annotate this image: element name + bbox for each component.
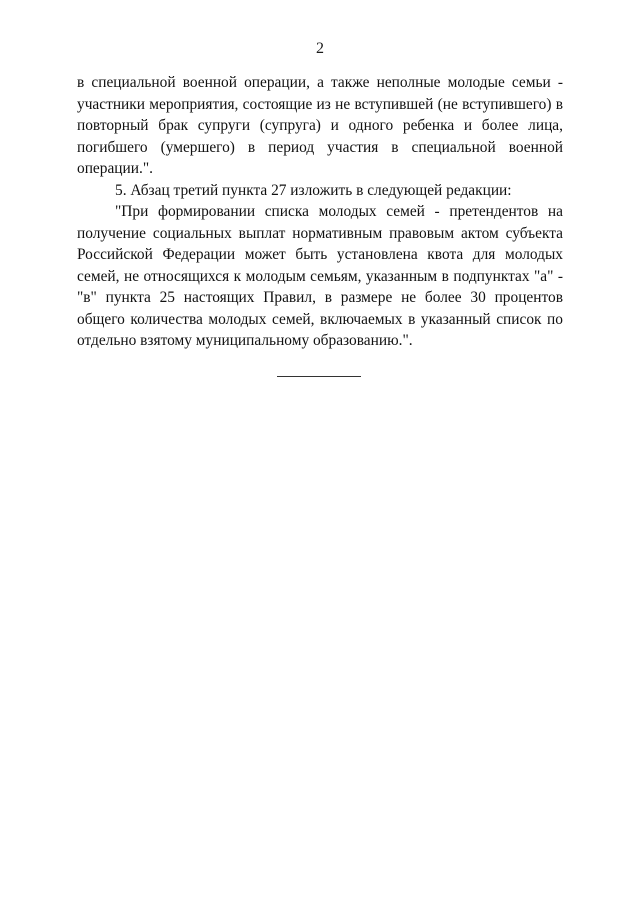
paragraph-continuation: в специальной военной операции, а также неполные молодые семьи - участники мероприятия, состоящие из не вступившей (не вступившего) в повторный брак супруги (супруга) и одного ребенка и более лица, погибшего (умершего) в период участия в специальной военной операции.".	[77, 74, 563, 177]
paragraph-amendment-text: "При формировании списка молодых семей - претендентов на получение социальных выплат нормативным правовым актом субъекта Российской Федерации может быть установлена квота для молодых семей, не относящихся к молодым семьям, указанным в подпунктах "а" - "в" пункта 25 настоящих Правил, в размере не более 30 процентов общего количества молодых семей, включаемых в указанный список по отдельно взятому муниципальному образованию.".	[77, 203, 563, 349]
end-divider-line	[277, 376, 361, 377]
page-number: 2	[316, 40, 324, 57]
paragraph-amendment-heading: 5. Абзац третий пункта 27 изложить в следующей редакции:	[115, 181, 512, 199]
document-body	[77, 72, 563, 352]
